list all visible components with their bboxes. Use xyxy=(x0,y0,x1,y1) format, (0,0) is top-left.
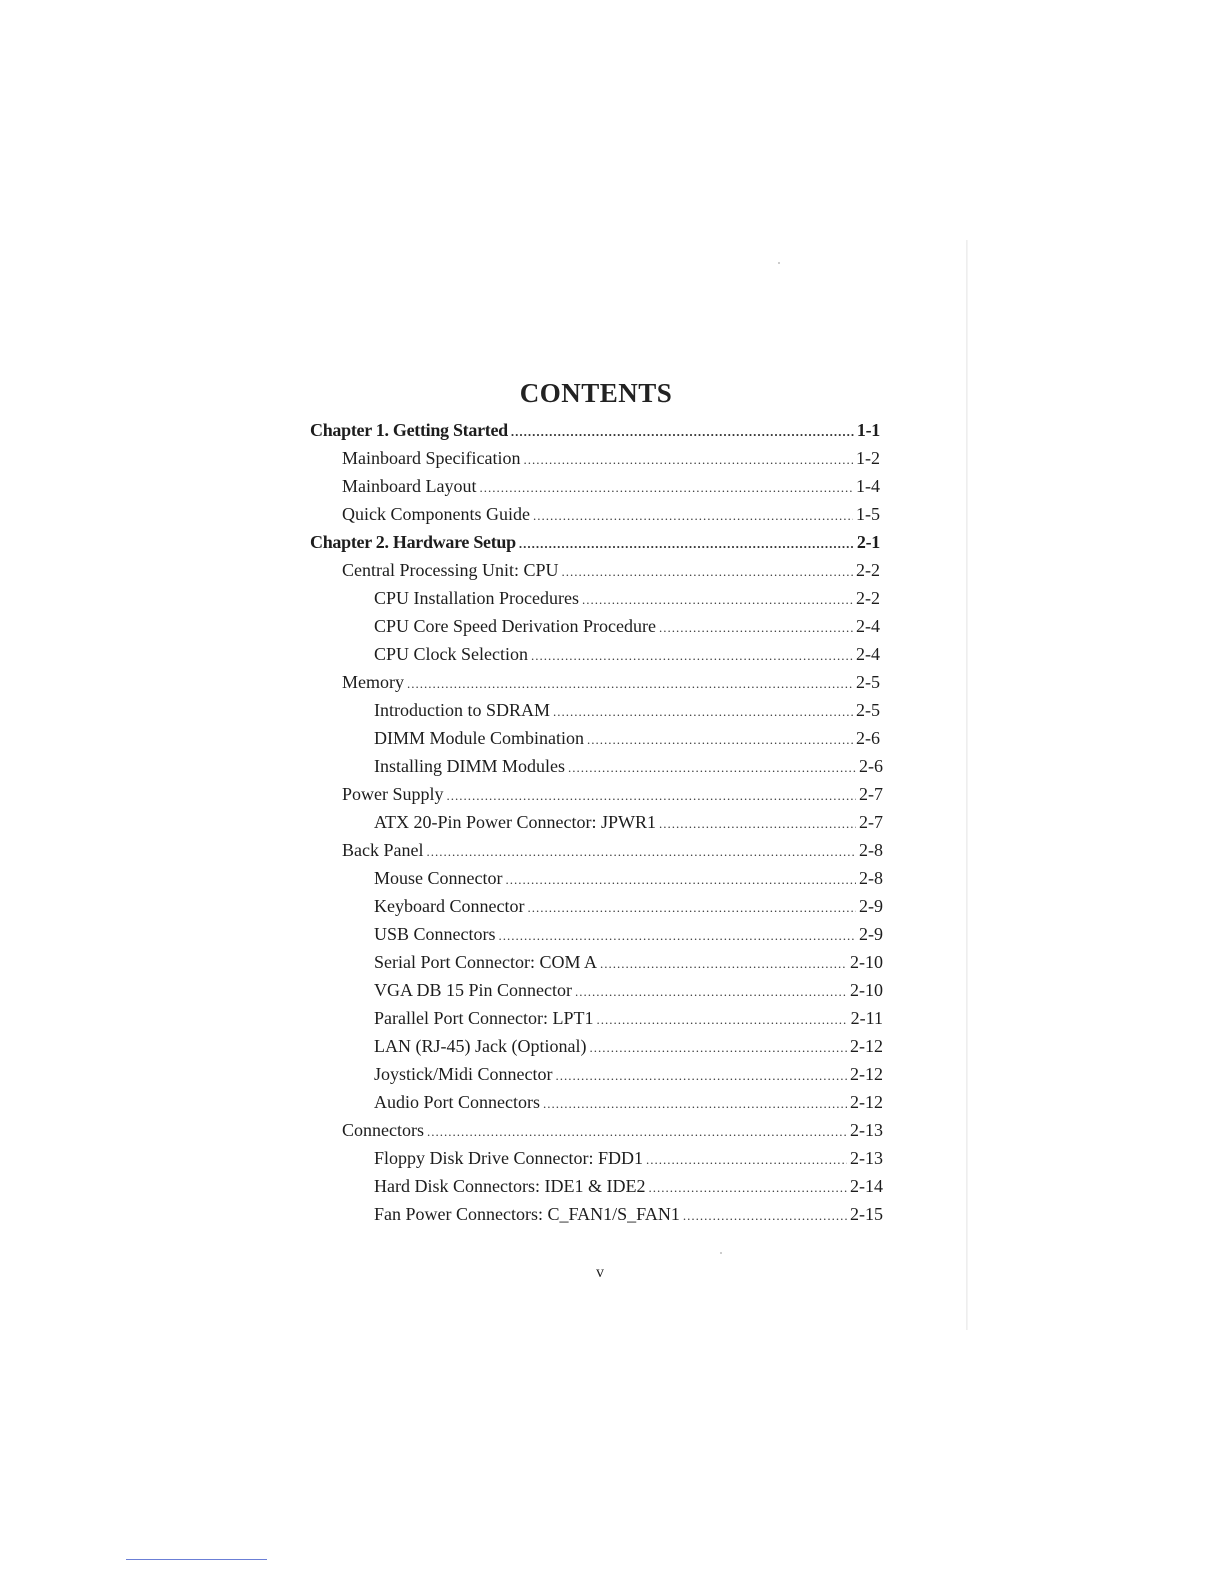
dot-leader xyxy=(659,810,856,838)
toc-entry[interactable] xyxy=(342,1116,883,1144)
toc-entry-label: CPU Installation Procedures xyxy=(374,588,579,608)
toc-entry-page: 2-12 xyxy=(850,1036,883,1056)
toc-entry[interactable] xyxy=(374,1004,883,1032)
toc-entry-label: Floppy Disk Drive Connector: FDD1 xyxy=(374,1148,643,1168)
dot-leader xyxy=(600,950,847,978)
toc-entry[interactable] xyxy=(374,752,883,780)
scan-speck xyxy=(720,1252,722,1254)
toc-entry[interactable] xyxy=(374,696,880,724)
toc-entry[interactable] xyxy=(342,500,880,528)
toc-entry-label: Mainboard Layout xyxy=(342,476,477,496)
dot-leader xyxy=(646,1146,847,1174)
toc-entry[interactable] xyxy=(374,920,883,948)
dot-leader xyxy=(589,1034,847,1062)
toc-entry-page: 2-4 xyxy=(856,616,880,636)
toc-entry-label: DIMM Module Combination xyxy=(374,728,584,748)
scan-speck xyxy=(778,262,780,264)
toc-entry[interactable] xyxy=(374,1088,883,1116)
toc-entry[interactable] xyxy=(342,556,880,584)
toc-entry-label: Introduction to SDRAM xyxy=(374,700,551,720)
dot-leader xyxy=(499,922,857,950)
toc-entry-label: Power Supply xyxy=(342,784,444,804)
toc-entry-page: 2-10 xyxy=(850,952,883,972)
toc-entry[interactable] xyxy=(374,892,883,920)
toc-entry[interactable] xyxy=(374,808,883,836)
dot-leader xyxy=(587,726,853,754)
toc-entry[interactable] xyxy=(374,976,883,1004)
toc-entry[interactable] xyxy=(374,948,883,976)
toc-entry[interactable] xyxy=(374,584,880,612)
dot-leader xyxy=(427,1118,847,1146)
toc-entry[interactable] xyxy=(342,836,883,864)
dot-leader xyxy=(543,1090,847,1118)
dot-leader xyxy=(505,866,856,894)
toc-chapter-entry[interactable] xyxy=(310,528,880,556)
toc-entry-label: LAN (RJ-45) Jack (Optional) xyxy=(374,1036,587,1056)
toc-entry-label: USB Connectors xyxy=(374,924,496,944)
dot-leader xyxy=(596,1006,847,1034)
toc-entry[interactable] xyxy=(374,1172,883,1200)
toc-entry-page: 2-12 xyxy=(850,1064,883,1084)
toc-entry-label: Central Processing Unit: CPU xyxy=(342,560,559,580)
toc-entry-label: Mainboard Specification xyxy=(342,448,521,468)
toc-entry[interactable] xyxy=(374,724,880,752)
toc-entry[interactable] xyxy=(342,472,880,500)
toc-entry[interactable] xyxy=(374,1200,883,1228)
dot-leader xyxy=(568,754,856,782)
dot-leader xyxy=(479,474,853,502)
toc-entry-page: 2-13 xyxy=(850,1120,883,1140)
toc-entry-label: Installing DIMM Modules xyxy=(374,756,565,776)
dot-leader xyxy=(648,1174,847,1202)
toc-entry-label: Connectors xyxy=(342,1120,424,1140)
toc-entry-label: Joystick/Midi Connector xyxy=(374,1064,553,1084)
toc-entry-label: Mouse Connector xyxy=(374,868,503,888)
toc-entry-page: 2-9 xyxy=(859,924,883,944)
toc-entry-page: 2-2 xyxy=(856,588,880,608)
toc-entry-label: Back Panel xyxy=(342,840,424,860)
toc-chapter-entry[interactable] xyxy=(310,416,880,444)
dot-leader xyxy=(407,670,853,698)
dot-leader xyxy=(511,418,854,446)
dot-leader xyxy=(553,698,853,726)
toc-entry-page: 2-2 xyxy=(856,560,880,580)
dot-leader xyxy=(447,782,856,810)
dot-leader xyxy=(562,558,854,586)
toc-entry-page: 1-1 xyxy=(856,420,880,440)
toc-entry-label: Serial Port Connector: COM A xyxy=(374,952,597,972)
toc-entry-label: Parallel Port Connector: LPT1 xyxy=(374,1008,594,1028)
toc-entry-page: 2-4 xyxy=(856,644,880,664)
dot-leader xyxy=(533,502,853,530)
toc-entry-label: ATX 20-Pin Power Connector: JPWR1 xyxy=(374,812,656,832)
dot-leader xyxy=(683,1202,847,1230)
toc-entry-page: 2-5 xyxy=(856,672,880,692)
dot-leader xyxy=(523,446,853,474)
dot-leader xyxy=(531,642,853,670)
toc-entry[interactable] xyxy=(342,780,883,808)
toc-entry-page: 2-7 xyxy=(859,784,883,804)
dot-leader xyxy=(527,894,856,922)
toc-entry-page: 2-12 xyxy=(850,1092,883,1112)
toc-entry-page: 2-5 xyxy=(856,700,880,720)
toc-entry-page: 2-8 xyxy=(859,840,883,860)
toc-entry-label: CPU Core Speed Derivation Procedure xyxy=(374,616,656,636)
toc-entry-label: Chapter 2. Hardware Setup xyxy=(310,532,516,552)
toc-entry-label: VGA DB 15 Pin Connector xyxy=(374,980,572,1000)
toc-entry-page: 2-13 xyxy=(850,1148,883,1168)
toc-entry[interactable] xyxy=(374,1060,883,1088)
toc-entry-label: Quick Components Guide xyxy=(342,504,530,524)
toc-entry-page: 2-6 xyxy=(856,728,880,748)
bottom-rule xyxy=(126,1559,267,1560)
toc-entry-label: Audio Port Connectors xyxy=(374,1092,540,1112)
toc-entry[interactable] xyxy=(342,668,880,696)
toc-entry-label: Chapter 1. Getting Started xyxy=(310,420,508,440)
page-number: v xyxy=(596,1264,604,1281)
toc-entry[interactable] xyxy=(374,612,880,640)
toc-entry-page: 2-10 xyxy=(850,980,883,1000)
toc-entry[interactable] xyxy=(342,444,880,472)
toc-entry-page: 2-9 xyxy=(859,896,883,916)
dot-leader xyxy=(582,586,853,614)
toc-entry-page: 2-8 xyxy=(859,868,883,888)
toc-entry-page: 2-15 xyxy=(850,1204,883,1224)
toc-entry-page: 2-1 xyxy=(856,532,880,552)
toc-entry-page: 2-14 xyxy=(850,1176,883,1196)
dot-leader xyxy=(575,978,847,1006)
toc-entry[interactable] xyxy=(374,1032,883,1060)
toc-entry-page: 1-4 xyxy=(856,476,880,496)
toc-entry-page: 1-2 xyxy=(856,448,880,468)
dot-leader xyxy=(426,838,856,866)
dot-leader xyxy=(659,614,853,642)
toc-entry-page: 2-6 xyxy=(859,756,883,776)
dot-leader xyxy=(556,1062,848,1090)
page-title: CONTENTS xyxy=(519,378,673,408)
toc-entry-page: 2-7 xyxy=(859,812,883,832)
toc-entry[interactable] xyxy=(374,864,883,892)
dot-leader xyxy=(519,530,854,558)
toc-entry-label: Memory xyxy=(342,672,404,692)
toc-entry-label: Fan Power Connectors: C_FAN1/S_FAN1 xyxy=(374,1204,680,1224)
toc-entry-label: CPU Clock Selection xyxy=(374,644,528,664)
toc-entry-label: Hard Disk Connectors: IDE1 & IDE2 xyxy=(374,1176,646,1196)
toc-entry-page: 2-11 xyxy=(850,1008,883,1028)
toc-entry-page: 1-5 xyxy=(856,504,880,524)
toc-entry[interactable] xyxy=(374,1144,883,1172)
toc-entry[interactable] xyxy=(374,640,880,668)
toc-entry-label: Keyboard Connector xyxy=(374,896,525,916)
